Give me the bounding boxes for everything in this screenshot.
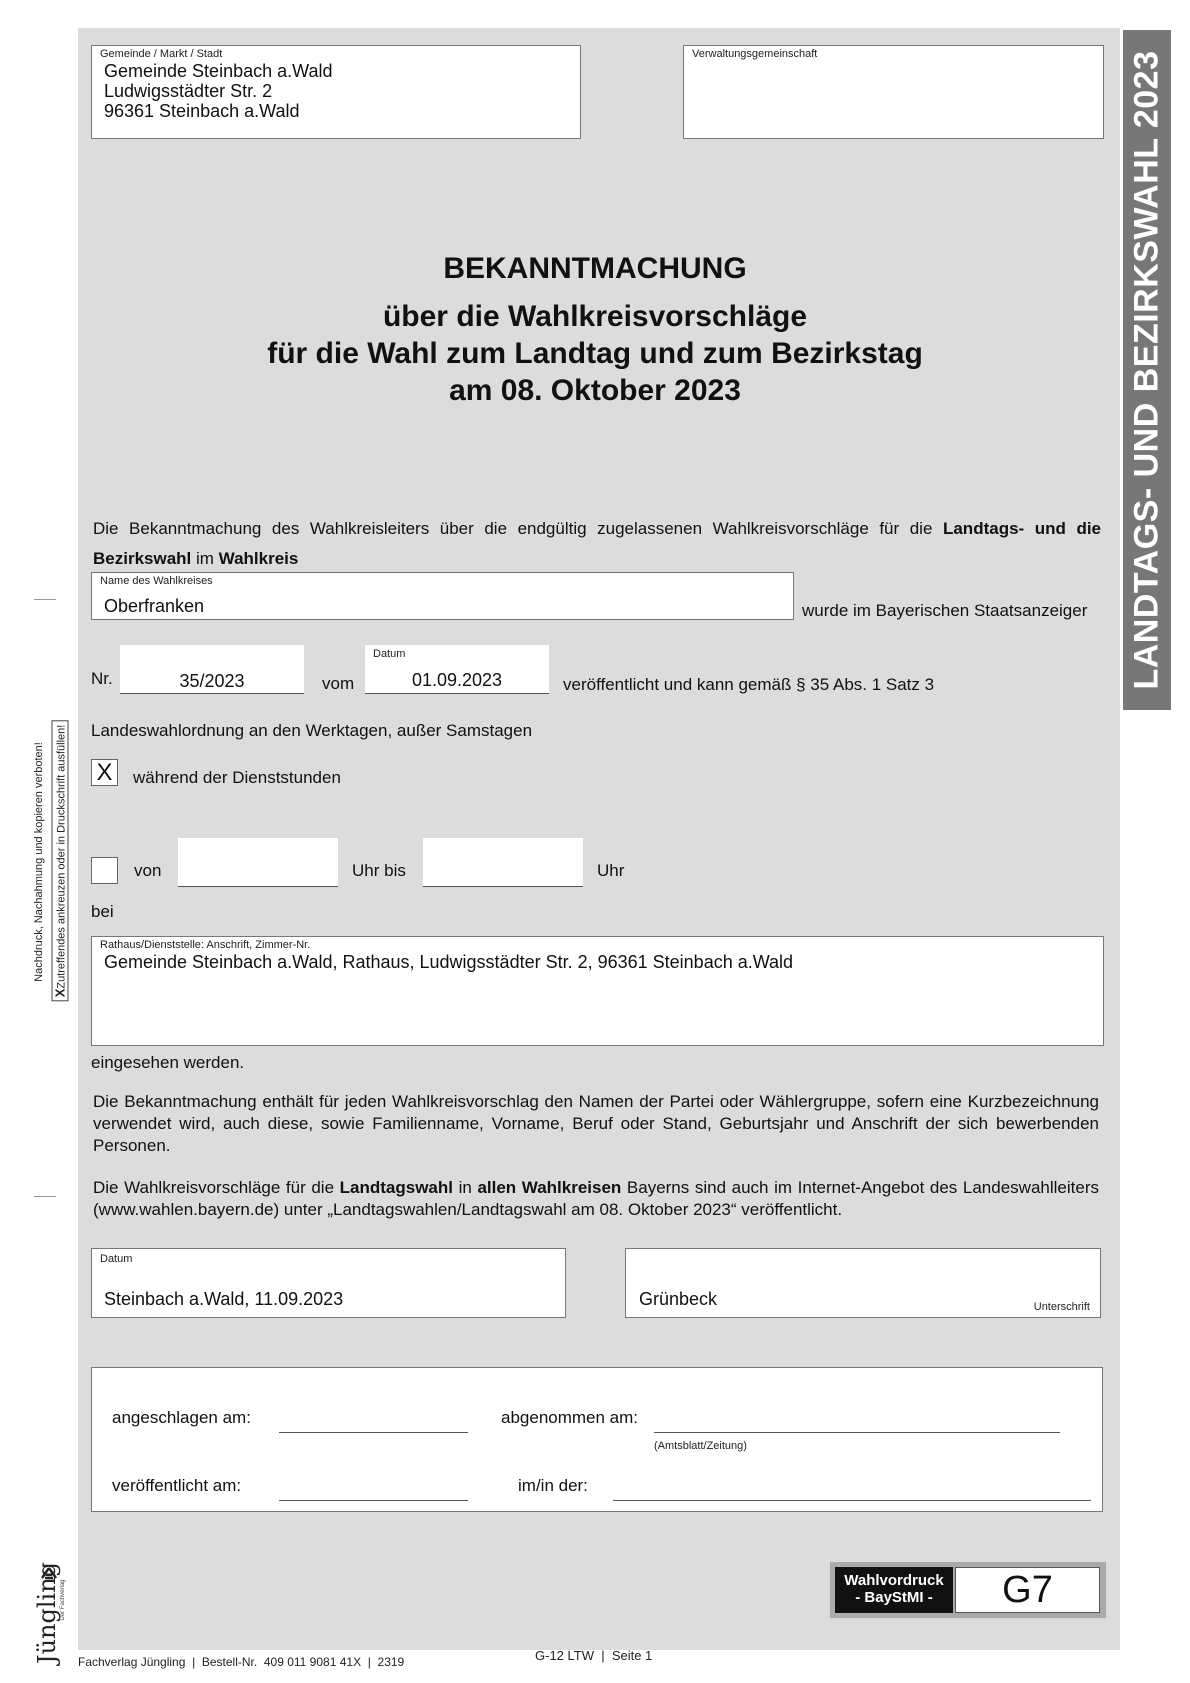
removed-label: abgenommen am: [501, 1408, 639, 1427]
form-badge-dark [835, 1567, 953, 1613]
publisher-logo-sub: Der Fachverlag [60, 1579, 66, 1621]
signature-box[interactable] [625, 1248, 1101, 1318]
in-field[interactable] [613, 1474, 1091, 1501]
intro-mid: im [191, 549, 219, 568]
published-field[interactable] [279, 1474, 468, 1501]
posting-box [91, 1367, 1103, 1512]
form-badge-line2: - BayStMI - [855, 1589, 933, 1606]
issue-date-label: Datum [373, 648, 406, 660]
intro-text: Die Bekanntmachung des Wahlkreisleiters über die endgültig zugelassenen Wahlkreisvorschläge für die [93, 519, 943, 538]
municipality-label: Gemeinde / Markt / Stadt [100, 48, 223, 60]
fill-instruction-text: Zutreffendes ankreuzen oder in Druckschrift ausfüllen! [55, 724, 68, 989]
publisher-logo-mark-icon [40, 1566, 58, 1580]
removed-field[interactable] [654, 1406, 1060, 1433]
district-label: Name des Wahlkreises [100, 575, 213, 587]
time-uhr-label: Uhr [597, 861, 625, 880]
issue-date-field[interactable] [365, 645, 549, 694]
form-badge-line1: Wahlvordruck [844, 1572, 944, 1589]
issue-nr-value: 35/2023 [179, 671, 245, 691]
heading-line2: über die Wahlkreisvorschläge [382, 300, 808, 333]
time-range-checkbox[interactable] [91, 857, 118, 884]
posted-field[interactable] [279, 1406, 468, 1433]
issue-vom-label: vom [322, 674, 355, 693]
signature-value: Grünbeck [639, 1289, 718, 1309]
issue-after-text: veröffentlicht und kann gemäß § 35 Abs. 1 Satz 3 [563, 675, 935, 694]
time-to-field[interactable] [423, 838, 583, 887]
heading-line4: am 08. Oktober 2023 [449, 374, 741, 407]
posted-label: angeschlagen am: [112, 1408, 251, 1427]
issue-nr-label: Nr. [91, 669, 113, 688]
bei-label: bei [91, 902, 114, 921]
time-until-label: Uhr bis [352, 861, 406, 880]
fill-instruction-note [52, 721, 69, 1002]
location-box[interactable] [91, 936, 1104, 1046]
internet-bold-landtag: Landtagswahl [339, 1178, 453, 1197]
office-hours-check-mark: X [96, 759, 113, 786]
fill-instruction-mark: X [52, 988, 68, 998]
office-hours-checkbox[interactable] [91, 759, 118, 786]
admin-community-label: Verwaltungsgemeinschaft [692, 48, 818, 60]
intro-bold-elections: Landtags- und die Bezirkswahl [93, 519, 1102, 568]
district-after-text: wurde im Bayerischen Staatsanzeiger [802, 601, 1088, 620]
viewed-text: eingesehen werden. [91, 1053, 245, 1072]
issue-nr-field[interactable] [120, 645, 304, 694]
internet-bold-all-districts: allen Wahlkreisen [477, 1178, 622, 1197]
signing-date-label: Datum [100, 1253, 133, 1265]
form-badge-code-box [955, 1567, 1100, 1613]
heading-line1: BEKANNTMACHUNG [443, 252, 747, 285]
intro-paragraph [93, 514, 1101, 574]
admin-community-box[interactable] [683, 45, 1104, 139]
signing-date-box[interactable] [91, 1248, 566, 1318]
journal-hint: (Amtsblatt/Zeitung) [654, 1440, 747, 1452]
publisher-logo: Jüngling [33, 1561, 61, 1665]
district-box[interactable] [91, 572, 794, 620]
in-label: im/in der: [518, 1476, 588, 1495]
district-value: Oberfranken [104, 596, 205, 616]
municipality-line1: Gemeinde Steinbach a.Wald [104, 61, 333, 81]
location-value: Gemeinde Steinbach a.Wald, Rathaus, Ludwigsstädter Str. 2, 96361 Steinbach a.Wald [104, 952, 794, 972]
sidebar-title: LANDTAGS- UND BEZIRKSWAHL 2023 [1127, 50, 1166, 690]
office-hours-label: während der Dienststunden [133, 768, 341, 787]
intro-bold-district: Wahlkreis [218, 549, 299, 568]
fold-mark-top [34, 599, 56, 600]
footer-publisher: Fachverlag Jüngling | Bestell-Nr. 409 011 9081 41X | 2319 [78, 1655, 405, 1669]
internet-paragraph [93, 1177, 1099, 1221]
internet-text3: Bayerns sind auch im Internet-Angebot des Landeswahlleiters (www.wahlen.bayern.de) unter „Landtagswahlen/Landtagswahl am 08. Oktober 2023“ veröffentlicht. [93, 1178, 1099, 1219]
published-label: veröffentlicht am: [112, 1476, 242, 1495]
form-badge [830, 1562, 1106, 1618]
signing-date-value: Steinbach a.Wald, 11.09.2023 [104, 1289, 344, 1309]
regulation-line: Landeswahlordnung an den Werktagen, außer Samstagen [91, 721, 533, 740]
heading-line3: für die Wahl zum Landtag und zum Bezirkstag [267, 337, 923, 370]
copyright-note: Nachdruck, Nachahmung und kopieren verboten! [33, 742, 45, 982]
signature-label: Unterschrift [1033, 1301, 1090, 1313]
municipality-line3: 96361 Steinbach a.Wald [104, 101, 300, 121]
municipality-box[interactable] [91, 45, 581, 139]
internet-text1: Die Wahlkreisvorschläge für die [93, 1178, 340, 1197]
form-code: G7 [1002, 1569, 1053, 1611]
issue-date-value: 01.09.2023 [411, 670, 503, 690]
location-label: Rathaus/Dienststelle: Anschrift, Zimmer-Nr. [100, 939, 311, 951]
footer-page: G-12 LTW | Seite 1 [535, 1648, 653, 1663]
fold-mark-bottom [34, 1196, 56, 1197]
time-from-label: von [134, 861, 162, 880]
time-from-field[interactable] [178, 838, 338, 887]
internet-text2: in [453, 1178, 478, 1197]
municipality-line2: Ludwigsstädter Str. 2 [104, 81, 273, 101]
contents-paragraph: Die Bekanntmachung enthält für jeden Wahlkreisvorschlag den Namen der Partei oder Wählergruppe, sofern eine Kurzbezeichnung verwendet wird, auch diese, sowie Familienname, Vorname, Beruf oder Stand, Geburtsjahr und Anschrift der sich bewerbenden Personen. [93, 1092, 1099, 1155]
